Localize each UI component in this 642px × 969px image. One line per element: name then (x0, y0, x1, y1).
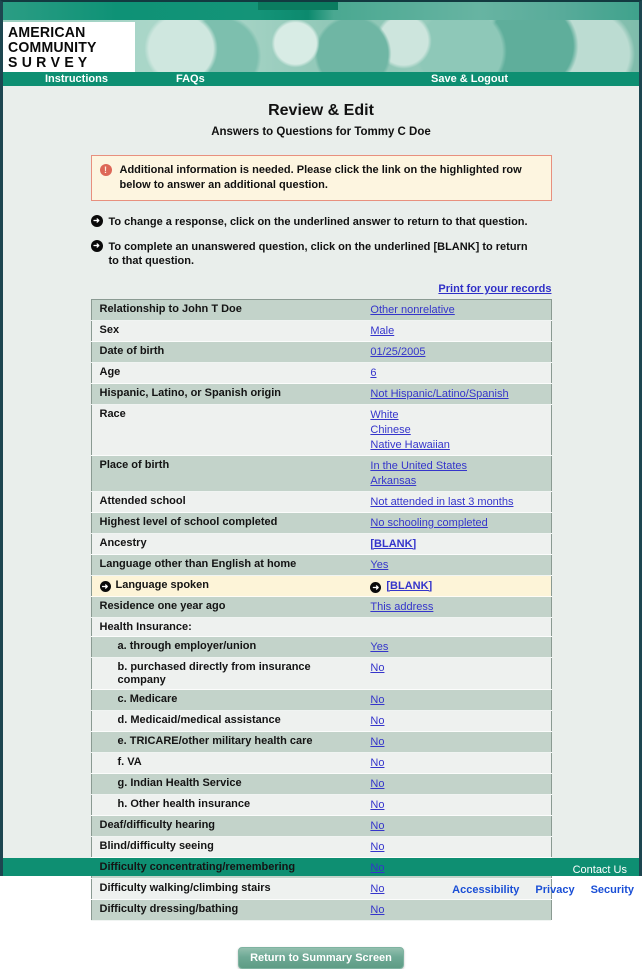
header-banner-photo (3, 20, 639, 72)
button-row (3, 947, 639, 969)
review-answers-table (91, 299, 552, 921)
review-table-body (91, 300, 551, 921)
answer-link[interactable]: Not attended in last 3 months (370, 495, 514, 508)
answer-cell (362, 774, 551, 795)
answer-cell (362, 456, 551, 492)
question-label: Ancestry (91, 534, 362, 555)
page-subtitle: Answers to Questions for Tommy C Doe (211, 126, 431, 138)
answer-link[interactable]: Chinese (370, 423, 411, 436)
answer-link[interactable]: Yes (370, 558, 389, 571)
table-row (91, 363, 551, 384)
answer-link[interactable]: No (370, 819, 385, 832)
answer-link[interactable]: 6 (370, 366, 377, 379)
table-row (91, 711, 551, 732)
answer-link[interactable]: This address (370, 600, 434, 613)
answer-link[interactable]: Yes (370, 640, 389, 653)
return-to-summary-button[interactable]: Return to Summary Screen (238, 947, 404, 969)
question-label: Sex (91, 321, 362, 342)
answer-link[interactable]: Male (370, 324, 395, 337)
nav-save-logout[interactable]: Save & Logout (431, 73, 509, 85)
answer-link[interactable]: Native Hawaiian (370, 438, 450, 451)
answer-link[interactable]: No (370, 777, 385, 790)
answer-link[interactable]: Not Hispanic/Latino/Spanish (370, 387, 509, 400)
answer-cell (362, 618, 551, 637)
table-row (91, 492, 551, 513)
answer-cell (362, 732, 551, 753)
top-teal-strip (3, 2, 639, 20)
question-label: e. TRICARE/other military health care (91, 732, 362, 753)
answer-link[interactable]: [BLANK] (386, 579, 433, 592)
answer-link[interactable]: No (370, 693, 385, 706)
answer-cell (362, 597, 551, 618)
table-row (91, 342, 551, 363)
question-label: Race (91, 405, 362, 456)
instruction-text: To change a response, click on the underlined answer to return to that question. (108, 216, 528, 228)
answer-cell (362, 711, 551, 732)
answer-link[interactable]: No schooling completed (370, 516, 488, 529)
answer-link[interactable]: In the United States (370, 459, 468, 472)
acs-logo (3, 22, 135, 72)
table-row (91, 597, 551, 618)
table-row (91, 321, 551, 342)
contact-us-link[interactable]: Contact Us (572, 864, 627, 876)
question-label: b. purchased directly from insurance company (91, 658, 362, 690)
answer-cell (362, 637, 551, 658)
answer-link[interactable]: [BLANK] (370, 537, 417, 550)
logo-line-2: COMMUNITY (8, 39, 97, 56)
print-row (91, 279, 552, 297)
table-row (91, 456, 551, 492)
question-label: c. Medicare (91, 690, 362, 711)
answer-link[interactable]: No (370, 661, 385, 674)
print-for-records-link[interactable]: Print for your records (438, 283, 552, 295)
arrow-right-icon: ➜ (370, 582, 381, 593)
question-label: d. Medicaid/medical assistance (91, 711, 362, 732)
table-row (91, 690, 551, 711)
answer-link[interactable]: No (370, 840, 385, 853)
arrow-right-icon: ➜ (100, 581, 111, 592)
answer-cell (362, 555, 551, 576)
question-label: g. Indian Health Service (91, 774, 362, 795)
answer-cell (362, 384, 551, 405)
answer-cell (362, 405, 551, 456)
table-row (91, 576, 551, 597)
table-row (91, 837, 551, 858)
answer-cell (362, 513, 551, 534)
table-row (91, 513, 551, 534)
question-label: Health Insurance: (91, 618, 362, 637)
question-label: Age (91, 363, 362, 384)
answer-cell (362, 534, 551, 555)
answer-link[interactable]: No (370, 735, 385, 748)
logo-line-1: AMERICAN (8, 24, 86, 41)
answer-cell (362, 576, 551, 597)
question-label: Highest level of school completed (91, 513, 362, 534)
question-label: Hispanic, Latino, or Spanish origin (91, 384, 362, 405)
footer-bar (0, 858, 642, 876)
strip-accent (258, 2, 338, 10)
instruction-item (91, 215, 552, 229)
instruction-item (91, 240, 552, 268)
alert-exclamation-icon: ! (100, 164, 112, 176)
answer-cell (362, 300, 551, 321)
question-label: a. through employer/union (91, 637, 362, 658)
answer-cell (362, 816, 551, 837)
instruction-text: To complete an unanswered question, click on the underlined [BLANK] to return to that question. (108, 241, 528, 267)
question-label: Deaf/difficulty hearing (91, 816, 362, 837)
question-label: h. Other health insurance (91, 795, 362, 816)
nav-bar (3, 72, 639, 86)
answer-cell (362, 342, 551, 363)
answer-cell (362, 900, 551, 921)
table-row (91, 900, 551, 921)
footer-links (0, 876, 642, 898)
answer-cell (362, 492, 551, 513)
footer-link-security[interactable]: Security (590, 884, 634, 896)
question-label: Attended school (91, 492, 362, 513)
question-label: Relationship to John T Doe (91, 300, 362, 321)
footer-link-accessibility[interactable]: Accessibility (452, 884, 520, 896)
table-row (91, 816, 551, 837)
answer-cell (362, 321, 551, 342)
arrow-right-icon: ➜ (91, 240, 103, 252)
answer-link[interactable]: Arkansas (370, 474, 417, 487)
answer-link[interactable]: No (370, 756, 385, 769)
question-label: ➜ Language spoken (91, 576, 362, 597)
instruction-list (91, 215, 552, 268)
table-row (91, 384, 551, 405)
nav-instructions[interactable]: Instructions (45, 73, 108, 85)
nav-faqs[interactable]: FAQs (176, 73, 205, 85)
answer-cell (362, 363, 551, 384)
table-row (91, 753, 551, 774)
answer-link[interactable]: 01/25/2005 (370, 345, 426, 358)
question-label: Blind/difficulty seeing (91, 837, 362, 858)
logo-line-3: S U R V E Y (8, 54, 88, 71)
table-row (91, 774, 551, 795)
table-row (91, 732, 551, 753)
alert-box (91, 155, 552, 201)
answer-link[interactable]: No (370, 903, 385, 916)
answer-cell (362, 753, 551, 774)
answer-cell (362, 837, 551, 858)
answer-cell (362, 795, 551, 816)
answer-link[interactable]: Other nonrelative (370, 303, 455, 316)
answer-link[interactable]: White (370, 408, 399, 421)
answer-link[interactable]: No (370, 861, 385, 874)
table-row (91, 405, 551, 456)
table-row (91, 658, 551, 690)
alert-message: Additional information is needed. Please click the link on the highlighted row below to answer an additional question. (119, 164, 522, 191)
question-label: Residence one year ago (91, 597, 362, 618)
answer-cell (362, 690, 551, 711)
question-label: f. VA (91, 753, 362, 774)
table-row (91, 795, 551, 816)
table-row (91, 637, 551, 658)
question-label: Place of birth (91, 456, 362, 492)
table-row (91, 300, 551, 321)
answer-link[interactable]: No (370, 882, 385, 895)
table-row (91, 534, 551, 555)
answer-cell (362, 658, 551, 690)
table-row (91, 555, 551, 576)
question-label: Difficulty walking/climbing stairs (91, 879, 362, 900)
table-row (91, 618, 551, 637)
answer-link[interactable]: No (370, 798, 385, 811)
answer-link[interactable]: No (370, 714, 385, 727)
question-label: Difficulty dressing/bathing (91, 900, 362, 921)
question-label: Difficulty concentrating/remembering (91, 858, 362, 879)
question-label: Language other than English at home (91, 555, 362, 576)
question-label: Date of birth (91, 342, 362, 363)
arrow-right-icon: ➜ (91, 215, 103, 227)
page-title: Review & Edit (268, 102, 374, 119)
footer-link-privacy[interactable]: Privacy (535, 884, 575, 896)
